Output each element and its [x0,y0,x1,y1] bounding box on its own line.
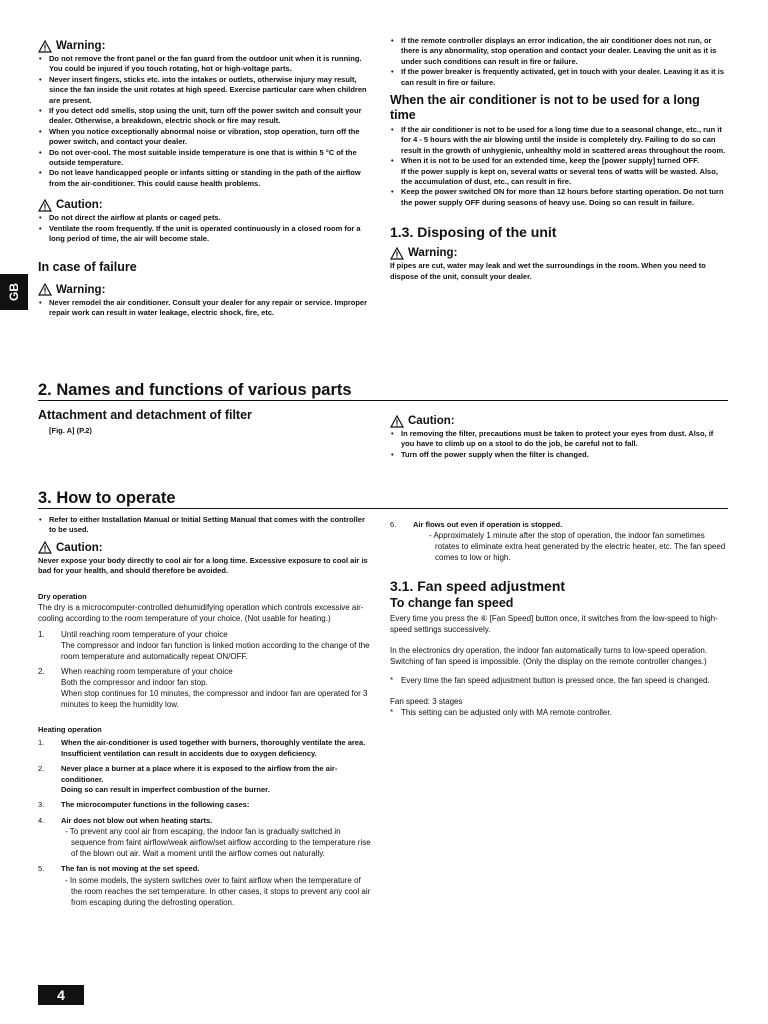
list-item: • If the air conditioner is not to be used for a long time due to a seasonal change, etc., run it for 4 - 5 hours with the air blowing until the inside is completely dry. Failing to do so can result in the growth of unhygienic, unhealthy mold in scattered areas throughout the room. [390,125,726,156]
intro-list [38,515,374,536]
error-list [390,36,726,88]
item-text: The compressor and indoor fan function is linked motion according to the change of the room temperature and automatically repeat ON/OFF. [61,641,370,662]
fan-speed-text: Every time you press the ⑥ [Fan Speed] button once, it switches from the low-speed to high-speed settings successively. [390,614,718,635]
dry-list [38,629,374,710]
right-top-column [390,36,726,282]
item-title: The microcomputer functions in the following cases: [61,800,250,810]
page-number: 4 [38,985,84,1005]
figure-reference: [Fig. A] (P.2) [49,426,92,435]
language-tab [0,274,28,310]
section-divider [38,508,728,509]
item-text: When stop continues for 10 minutes, the compressor and indoor fan are operated for 3 minutes to keep the humidity low. [61,689,368,710]
warning-triangle-icon [390,247,404,260]
heating-heading: Heating operation [38,725,102,735]
item-number: 5. [38,864,45,874]
heating-list [38,738,374,907]
disposing-warning-text: If pipes are cut, water may leak and wet the surroundings in the room. When you need to dispose of the unit, consult your dealer. [390,261,706,281]
caution-title: Caution: [56,541,103,554]
caution-heading [390,414,726,428]
note-mark: * [390,676,394,686]
warning-heading [390,246,726,260]
fan-speed-note [390,707,726,718]
warning-heading [38,39,374,53]
section-divider [38,400,728,401]
item-title: Until reaching room temperature of your choice [61,630,228,640]
item-title: When the air-conditioner is used together with burners, thoroughly ventilate the area. Insufficient ventilation can result in accidents due to oxygen deficiency. [61,738,366,758]
list-item: • Turn off the power supply when the filter is changed. [390,450,726,460]
warning-list [38,54,374,189]
warning-title: Warning: [56,40,106,52]
caution-list [38,213,374,244]
item-text: - In some models, the system switches over to faint airflow when the temperature of the room reaches the set temperature. In other cases, it stops to prevent any cool air from escaping during the defrosting operation. [65,875,371,907]
item-title: Air flows out even if operation is stopped. [413,520,563,529]
dry-text: The dry is a microcomputer-controlled dehumidifying operation which controls excessive air-cooling according to the room temperature of your choice. (Not usable for heating.) [38,603,364,624]
filter-heading: Attachment and detachment of filter [38,408,252,422]
list-item: • In removing the filter, precautions must be taken to protect your eyes from dust. Also, if you have to climb up on a stool to do the job, be careful not to fall. [390,429,726,450]
section-3-left [38,515,374,908]
list-item: • Never insert fingers, sticks etc. into the intakes or outlets, otherwise injury may result, since the fan inside the unit rotates at high speed. Exercise particular care when children are present. [38,75,374,106]
fan-stages: Fan speed: 3 stages [390,697,463,707]
long-time-heading: When the air conditioner is not to be used for a long time [390,93,700,123]
section-2-title: 2. Names and functions of various parts [38,381,352,399]
caution-heading [38,541,374,555]
disposing-heading: 1.3. Disposing of the unit [390,224,557,241]
list-item: • When you notice exceptionally abnormal noise or vibration, stop operation, turn off the power switch, and contact your dealer. [38,127,374,148]
warning-title: Warning: [56,283,106,296]
item-title: Never place a burner at a place where it is exposed to the airflow from the air-conditioner. [61,764,338,784]
fan-speed-heading: 3.1. Fan speed adjustment [390,578,566,595]
section-2-right [390,414,726,460]
caution-heading [38,198,374,212]
failure-heading: In case of failure [38,259,137,274]
fan-speed-subheading: To change fan speed [390,596,514,611]
item-number: 1. [38,630,45,640]
item-number: 1. [38,738,45,748]
note-text: Every time the fan speed adjustment button is pressed once, the fan speed is changed. [401,676,710,686]
list-item: • Refer to either Installation Manual or Initial Setting Manual that comes with the controller to be used. [38,515,374,536]
left-top-column [38,39,374,318]
warning-triangle-icon [390,415,404,428]
item-text: - To prevent any cool air from escaping, the indoor fan is gradually switched in sequence from faint airflow/weak airflow/set airflow according to the temperature rise of the blown out air. Wait a moment until the airflow comes out naturally. [65,827,371,859]
warning-triangle-icon [38,40,52,53]
item-text: Doing so can result in imperfect combustion of the burner. [61,785,270,795]
list-item [390,156,726,187]
list-item: • Do not leave handicapped people or infants sitting or standing in the path of the airflow from the air-conditioner. This could cause health problems. [38,168,374,189]
section-3-right [390,520,726,718]
caution-text: Never expose your body directly to cool air for a long time. Excessive exposure to cool air is bad for your health, and should therefore be avoided. [38,555,368,576]
list-item [38,816,374,859]
long-time-list [390,125,726,208]
warning-triangle-icon [38,541,52,554]
list-item: • If the power breaker is frequently activated, get in touch with your dealer. Leaving it as it is can result in fire or failure. [390,67,726,88]
item-title: The fan is not moving at the set speed. [61,864,200,874]
heating-list-continued [390,520,726,563]
item-number: 2. [38,764,45,774]
warning-list [38,298,374,319]
list-item: • Keep the power switched ON for more than 12 hours before starting operation. Do not turn the power supply OFF during seasons of heavy use. Doing so can result in failure. [390,187,726,208]
warning-triangle-icon [38,283,52,296]
caution-title: Caution: [56,199,103,212]
list-item [390,520,726,563]
list-item: • Do not direct the airflow at plants or caged pets. [38,213,374,223]
item-number: 4. [38,815,45,825]
list-item-continuation: If the power supply is kept on, several watts or several tens of watts will be wasted. Also, the accumulation of dust, etc., can result in fire. [401,166,718,187]
list-item [38,629,374,662]
list-item: • If the remote controller displays an error indication, the air conditioner does not run, or there is any abnormality, stop operation and contact your dealer. Leaving the unit as it is under such conditions can result in fire or failure. [390,36,726,67]
item-text: - Approximately 1 minute after the stop of operation, the indoor fan sometimes rotates to eliminate extra heat generated by the electric heater, etc. The fan speed comes to low or high. [429,531,726,563]
list-item [38,738,374,759]
caution-list [390,429,726,460]
list-item: • Ventilate the room frequently. If the unit is operated continuously in a closed room for a long period of time, the air will become stale. [38,224,374,245]
list-item: • Do not remove the front panel or the fan guard from the outdoor unit when it is running. You could be injured if you touch rotating, hot or high-voltage parts. [38,54,374,75]
fan-speed-note [390,675,726,686]
list-item: • If you detect odd smells, stop using the unit, turn off the power switch and consult your dealer. Otherwise, a breakdown, electric shock or fire may result. [38,106,374,127]
list-item-text: When it is not to be used for an extended time, keep the [power supply] turned OFF. [401,156,699,166]
list-item [38,764,374,795]
warning-title: Warning: [408,247,458,260]
item-number: 3. [38,800,45,810]
section-2-left [38,408,374,436]
section-3-title: 3. How to operate [38,489,176,507]
item-title: Air does not blow out when heating starts. [61,815,213,825]
item-text: Both the compressor and indoor fan stop. [61,678,208,688]
note-text: This setting can be adjusted only with MA remote controller. [401,708,612,718]
item-number: 6. [390,520,397,529]
language-tab-label: GB [7,283,21,301]
warning-triangle-icon [38,199,52,212]
dry-fan-text: In the electronics dry operation, the indoor fan automatically turns to low-speed operation. Switching of fan speed is impossible. (Only the display on the remote controller changes.) [390,646,708,667]
list-item [38,666,374,710]
note-mark: * [390,708,394,718]
caution-title: Caution: [408,415,455,427]
warning-heading [38,283,374,297]
list-item: • Do not over-cool. The most suitable inside temperature is one that is within 5 °C of the outside temperature. [38,148,374,169]
item-title: When reaching room temperature of your choice [61,667,233,677]
item-number: 2. [38,667,45,677]
list-item [38,800,374,810]
list-item: • Never remodel the air conditioner. Consult your dealer for any repair or service. Improper repair work can result in water leakage, electric shock, fire, etc. [38,298,374,319]
list-item [38,864,374,907]
dry-heading: Dry operation [38,591,87,601]
